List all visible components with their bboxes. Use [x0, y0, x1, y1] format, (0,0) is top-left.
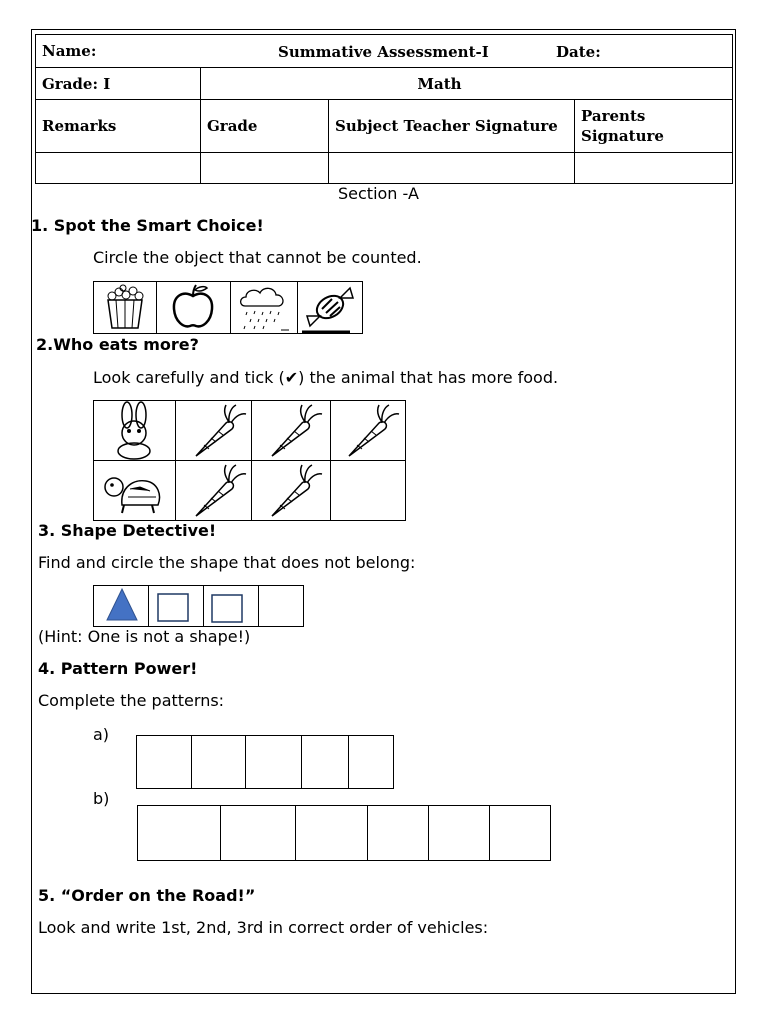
q3-title: 3. Shape Detective! [38, 521, 217, 540]
rain-cloud-icon[interactable] [231, 282, 298, 333]
q5-instruction: Look and write 1st, 2nd, 3rd in correct order of vehicles: [38, 918, 489, 937]
parents-label-line1: Parents [581, 107, 646, 125]
grade-column-label: Grade [201, 100, 329, 153]
teacher-signature-label: Subject Teacher Signature [329, 100, 575, 153]
square-icon[interactable] [149, 586, 204, 626]
pattern-b-row [137, 805, 551, 861]
carrot-icon [252, 401, 331, 461]
empty-cell [331, 461, 405, 520]
rabbit-icon[interactable] [94, 401, 176, 461]
parents-signature-field[interactable] [575, 153, 733, 184]
pattern-b-cell[interactable] [368, 806, 429, 860]
subject-label: Math [201, 68, 733, 100]
q1-instruction: Circle the object that cannot be counted. [93, 248, 422, 267]
square-icon[interactable] [204, 586, 259, 626]
pattern-b-cell[interactable] [138, 806, 221, 860]
q4-title: 4. Pattern Power! [38, 659, 198, 678]
pattern-a-row [136, 735, 394, 789]
apple-icon[interactable] [157, 282, 231, 333]
carrot-icon [176, 401, 252, 461]
q2-title: 2.Who eats more? [36, 335, 199, 354]
name-label: Name: [42, 42, 97, 60]
pattern-b-cell[interactable] [221, 806, 296, 860]
candy-icon[interactable] [298, 282, 362, 333]
carrot-icon [252, 461, 331, 520]
q2-instruction: Look carefully and tick (✔) the animal that has more food. [93, 368, 559, 387]
header-table [35, 34, 733, 184]
q3-shape-strip [93, 585, 304, 627]
empty-shape-cell[interactable] [259, 586, 303, 626]
q5-title: 5. “Order on the Road!” [38, 886, 256, 905]
carrot-icon [176, 461, 252, 520]
grade-field[interactable] [201, 153, 329, 184]
q1-image-strip [93, 281, 363, 334]
pattern-a-cell[interactable] [302, 736, 349, 788]
pattern-b-cell[interactable] [296, 806, 368, 860]
carrot-icon [331, 401, 405, 461]
triangle-icon[interactable] [94, 586, 149, 626]
grade-label: Grade: I [36, 68, 201, 100]
pattern-b-cell[interactable] [490, 806, 550, 860]
date-label: Date: [556, 43, 601, 61]
q3-instruction: Find and circle the shape that does not belong: [38, 553, 416, 572]
pattern-a-cell[interactable] [246, 736, 302, 788]
pattern-a-cell[interactable] [349, 736, 393, 788]
pattern-b-cell[interactable] [429, 806, 490, 860]
q4-instruction: Complete the patterns: [38, 691, 225, 710]
teacher-signature-field[interactable] [329, 153, 575, 184]
parents-label-line2: Signature [581, 127, 664, 145]
pattern-b-label: b) [93, 789, 110, 808]
turtle-icon[interactable] [94, 461, 176, 520]
pattern-a-cell[interactable] [137, 736, 192, 788]
q1-title: 1. Spot the Smart Choice! [31, 216, 264, 235]
parents-signature-label [575, 100, 733, 153]
remarks-field[interactable] [36, 153, 201, 184]
header-name-row [36, 35, 733, 68]
remarks-label: Remarks [36, 100, 201, 153]
pattern-a-cell[interactable] [192, 736, 246, 788]
q2-animal-food-grid [93, 400, 406, 521]
q3-hint: (Hint: One is not a shape!) [38, 627, 251, 646]
assessment-title: Summative Assessment-I [278, 43, 489, 61]
section-title: Section -A [338, 184, 419, 203]
pattern-a-label: a) [93, 725, 110, 744]
popcorn-bag-icon[interactable] [94, 282, 157, 333]
